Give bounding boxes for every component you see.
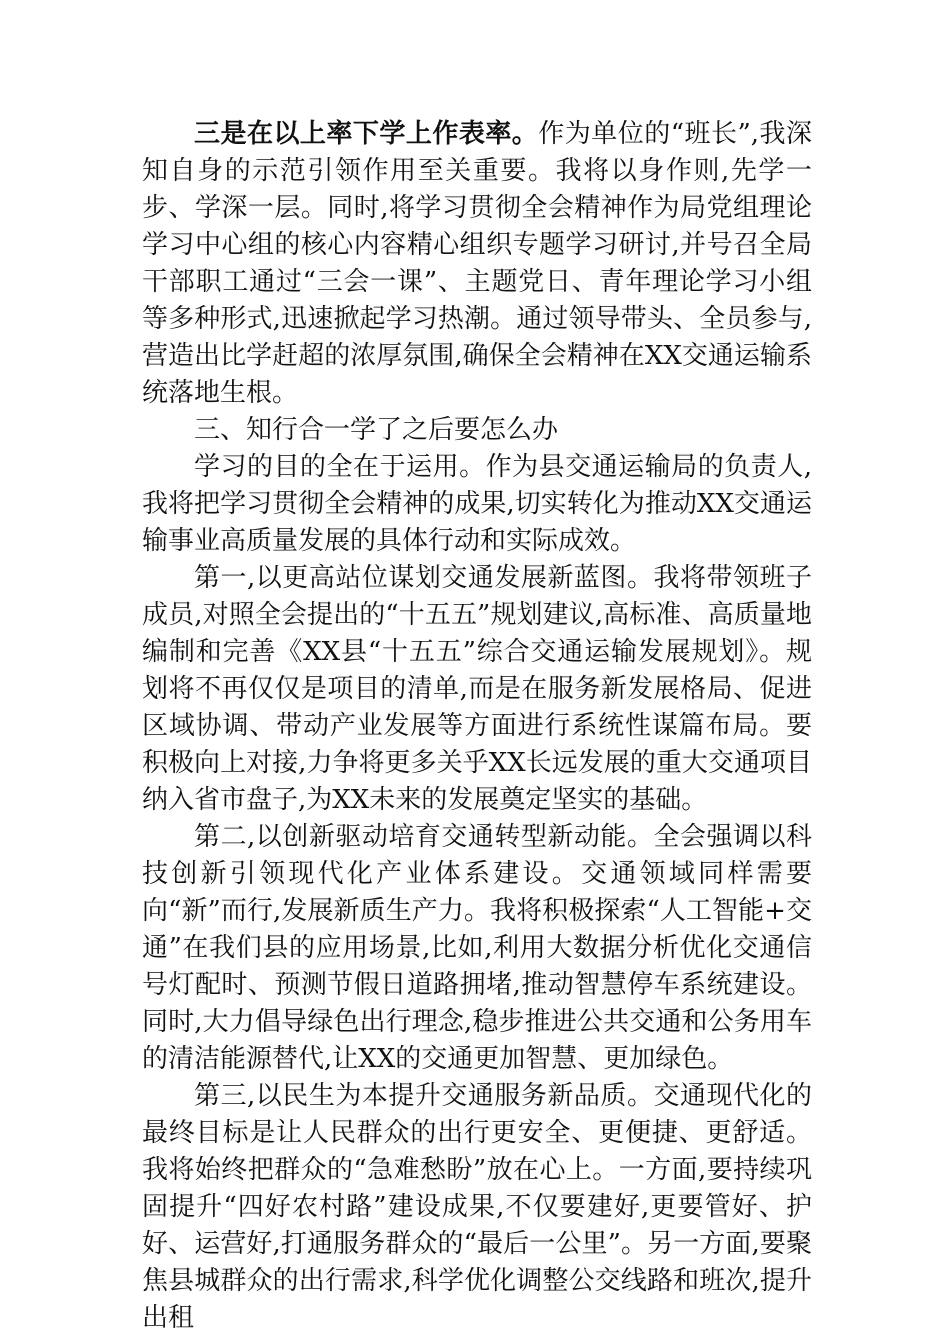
document-body <box>142 116 812 1337</box>
section-heading: 三、知行合一学了之后要怎么办 <box>194 415 559 445</box>
paragraph-second: 第二,以创新驱动培育交通转型新动能。全会强调以科技创新引领现代化产业体系建设。交通领域同样需要向“新”而行,发展新质生产力。我将积极探索“人工智能+交通”在我们县的应用场景,比如,利用大数据分析优化交通信号灯配时、预测节假日道路拥堵,推动智慧停车系统建设。同时,大力倡导绿色出行理念,稳步推进公共交通和公务用车的清洁能源替代,让XX的交通更加智慧、更加绿色。 <box>142 822 812 1074</box>
paragraph-purpose: 学习的目的全在于运用。作为县交通运输局的负责人,我将把学习贯彻全会精神的成果,切实转化为推动XX交通运输事业高质量发展的具体行动和实际成效。 <box>142 452 812 556</box>
paragraph-text: 作为单位的“班长”,我深知自身的示范引领作用至关重要。我将以身作则,先学一步、学深一层。同时,将学习贯彻全会精神作为局党组理论学习中心组的核心内容精心组织专题学习研讨,并号召全局干部职工通过“三会一课”、主题党日、青年理论学习小组等多种形式,迅速掀起学习热潮。通过领导带头、全员参与,营造出比学赶超的浓厚氛围,确保全会精神在XX交通运输系统落地生根。 <box>142 119 812 408</box>
paragraph-bold-lead: 三是在以上率下学上作表率。 <box>194 119 539 149</box>
paragraph-first: 第一,以更高站位谋划交通发展新蓝图。我将带领班子成员,对照全会提出的“十五五”规划建议,高标准、高质量地编制和完善《XX县“十五五”综合交通运输发展规划》。规划将不再仅仅是项目的清单,而是在服务新发展格局、促进区域协调、带动产业发展等方面进行系统性谋篇布局。要积极向上对接,力争将更多关乎XX长远发展的重大交通项目纳入省市盘子,为XX未来的发展奠定坚实的基础。 <box>142 563 812 815</box>
paragraph-lead-by-example <box>142 116 812 412</box>
paragraph-third: 第三,以民生为本提升交通服务新品质。交通现代化的最终目标是让人民群众的出行更安全、更便捷、更舒适。我将始终把群众的“急难愁盼”放在心上。一方面,要持续巩固提升“四好农村路”建设成果,不仅要建好,更要管好、护好、运营好,打通服务群众的“最后一公里”。另一方面,要聚焦县城群众的出行需求,科学优化调整公交线路和班次,提升出租 <box>142 1081 812 1333</box>
